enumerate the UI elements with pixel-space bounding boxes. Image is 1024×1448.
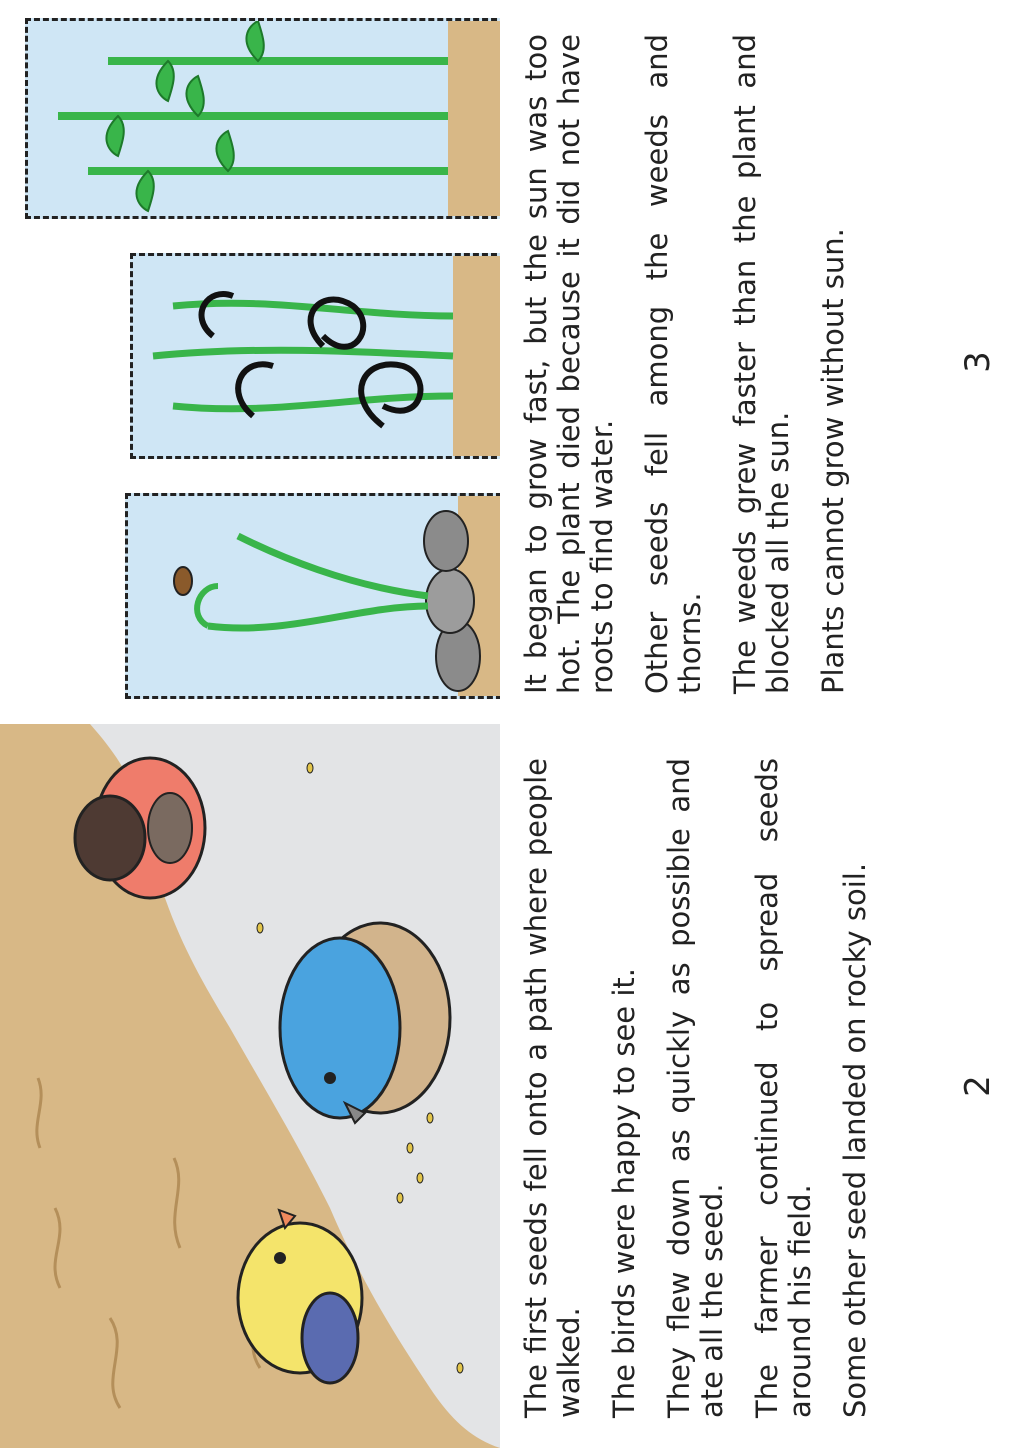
- paragraph: The weeds grew faster than the plant and blocked all the sun.: [728, 34, 795, 694]
- paragraph: The farmer continued to spread seeds around his field.: [750, 758, 817, 1418]
- sprout-on-rocks-picture: [128, 496, 500, 696]
- page-number: 2: [958, 1075, 998, 1097]
- paragraph: Some other seed landed on rocky soil.: [838, 862, 872, 1418]
- page-3-text: [520, 34, 872, 694]
- paragraph: The first seeds fell onto a path where people walked.: [519, 758, 586, 1418]
- weeds-and-thorns-picture: [133, 256, 500, 456]
- page-2-text: [520, 758, 894, 1418]
- page-2: [0, 724, 1024, 1448]
- rocky-soil-panel: [125, 493, 500, 699]
- paragraph: Plants cannot grow without sun.: [816, 228, 850, 694]
- thorns-panel: [130, 253, 500, 459]
- paragraph: The birds were happy to see it.: [607, 967, 641, 1418]
- blue-bird: [280, 923, 450, 1123]
- paragraph: Other seeds fell among the weeds and thorns.: [640, 34, 707, 694]
- healthy-plants-panel: [25, 18, 500, 219]
- page-number: 3: [958, 351, 998, 373]
- paragraph: It began to grow fast, but the sun was too hot. The plant died because it did not have roots to find water.: [519, 34, 619, 694]
- paragraph: They flew down as quickly as possible and ate all the seed.: [662, 758, 729, 1418]
- healthy-plants-picture: [28, 21, 500, 216]
- birds-eating-seeds-picture: [0, 724, 500, 1448]
- plant-panels: [0, 0, 500, 724]
- birds-illustration: [0, 724, 500, 1448]
